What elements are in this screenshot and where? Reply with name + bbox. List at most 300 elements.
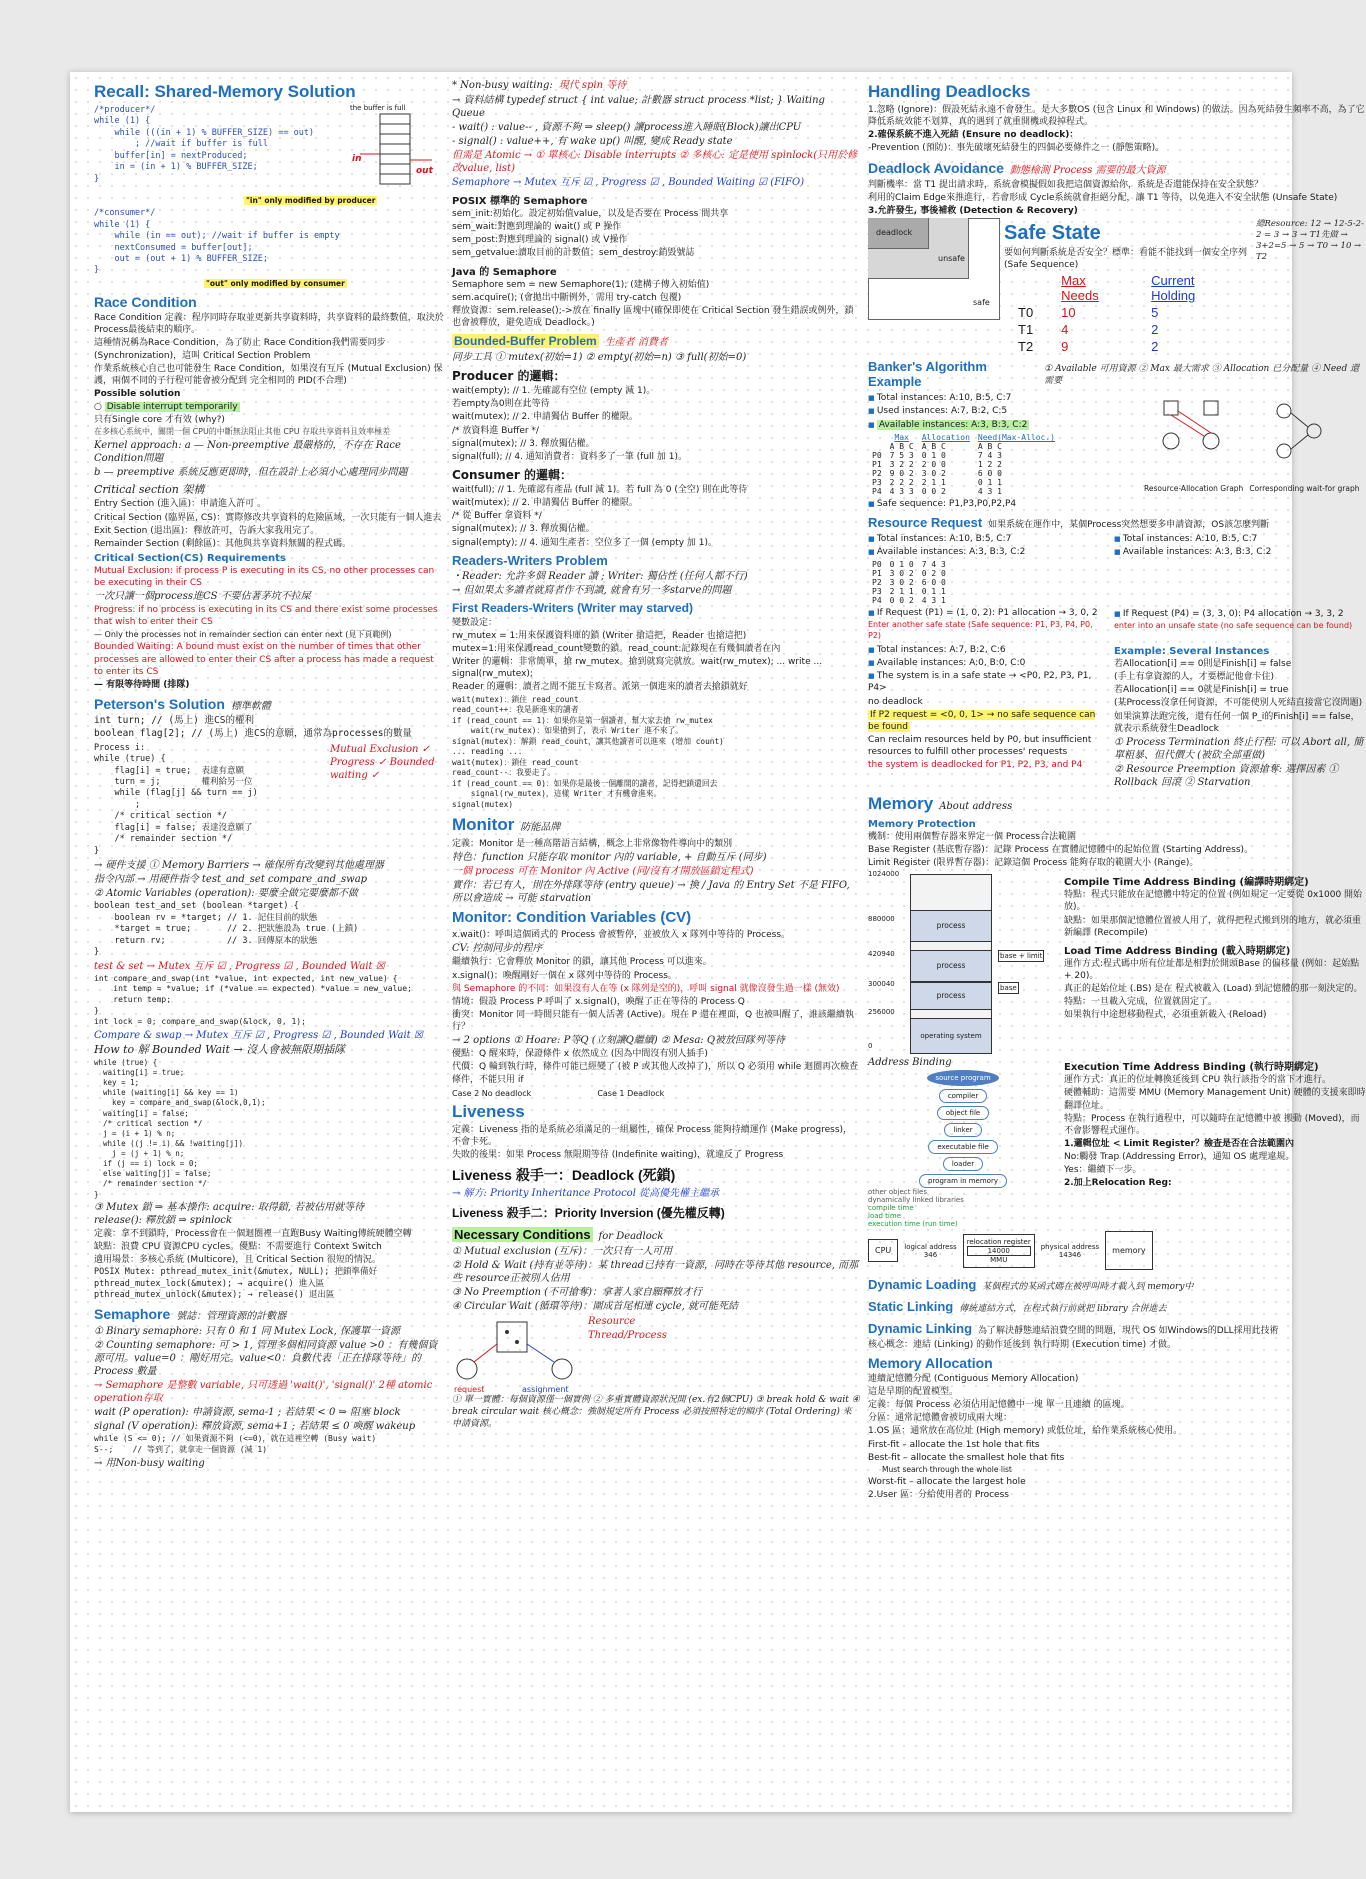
da-header <box>868 156 1366 178</box>
base-reg: Base Register (基底暫存器)：記錄 Process 在實體記憶體中的起始位置 (Starting Address)。 <box>868 844 1254 855</box>
binding-flow <box>868 1055 1058 1228</box>
graph-svg <box>1144 391 1344 481</box>
deadlock-label: deadlock <box>876 227 913 237</box>
monitor-note2: 一個 process 可在 Monitor 內 Active (同/沒有才開放區鎖定程式) <box>452 866 754 878</box>
atomic-note: 但需是 Atomic → ① 單核心: Disable interrupts ② 多核心: 定是使用 spinlock(只用於修改value, list) <box>452 150 858 174</box>
request-label: request <box>454 1385 485 1395</box>
cb-title: Compile Time Address Binding (編譯時期綁定) <box>1064 877 1309 889</box>
rr-table <box>868 560 950 605</box>
mem-addr: 300040 <box>868 980 895 989</box>
dyn-load-title: Dynamic Loading <box>868 1277 977 1293</box>
mem-block: process <box>910 910 992 942</box>
tas-code: boolean test_and_set (boolean *target) { boolean rv = *target; // 1. 記住目前的狀態 *target = true; // 2. 把狀態設為 true (上鎖) return rv; // 3. 回傳原本的狀態 } <box>94 901 359 958</box>
banker-table <box>868 433 1059 496</box>
flow-node: linker <box>944 1123 981 1137</box>
dyn-load-note: 某個程式的某函式碼在被呼叫時才載入到 memory中 <box>982 1282 1194 1293</box>
safe-cur: 5 <box>1151 305 1159 321</box>
posix-line: sem_wait:對應到理論的 wait() 或 P 操作 <box>452 222 622 233</box>
addr-binding: Address Binding <box>868 1057 952 1069</box>
unsafe-label: unsafe <box>938 253 965 263</box>
peterson-vars: int turn; // (馬上) 進CS的權利 boolean flag[2]; // (馬上) 進CS的意願，通常為processes的數量 <box>94 714 412 739</box>
mcv-line: x.signal()：喚醒剛好一個在 x 隊列中等待的 Process。 <box>452 970 677 981</box>
bb-vars: 同步工具 ① mutex(初始=1) ② empty(初始=n) ③ full(初始=0) <box>452 352 747 364</box>
detect: 3.允許發生, 事後補救 (Detection & Recovery) <box>868 205 1078 216</box>
producer-title: Producer 的邏輯： <box>452 369 566 384</box>
posix-title: POSIX 標準的 Semaphore <box>452 196 588 207</box>
rr-res: ■ Total instances: A:10, B:5, C:7 <box>1114 533 1366 545</box>
eb-line: 硬體輔助：這需要 MMU (Memory Management Unit) 硬體的支援來即時翻譯位址。 <box>1064 1088 1366 1111</box>
first-fit: First-fit – allocate the 1st hole that fits <box>868 1439 1040 1450</box>
entry-section: Entry Section (進入區)：申請進入許可 。 <box>94 499 266 510</box>
cas-note: Compare & swap → Mutex 互斥 ☑ , Progress ☑ , Bounded Wait ☒ <box>94 1029 423 1041</box>
abc: A B C <box>977 441 1002 451</box>
dyn-load-header <box>868 1273 1366 1295</box>
process-label: Thread/Process <box>588 1330 667 1342</box>
cell: 0 2 0 <box>921 569 946 579</box>
exit-section: Exit Section (退出區)：釋放許可，告訴大家我用完了。 <box>94 525 320 536</box>
cell: 2 2 2 <box>889 477 914 487</box>
binding-text <box>1064 870 1366 1055</box>
single-core-note: 在多核心系統中，關閉一個 CPU的中斷無法阻止其他 CPU 存取共享資料且效率極差 <box>94 427 391 437</box>
ex-p2: If P2 request = <0, 0, 1> → no safe sequence can be found <box>868 709 1096 732</box>
cell: 2 1 1 <box>921 477 946 487</box>
state-diagram <box>868 218 998 318</box>
logical-value: 346 <box>923 1250 938 1259</box>
logical-label: logical address <box>904 1242 957 1251</box>
peterson-header <box>94 692 444 714</box>
consumer-tag <box>94 278 444 290</box>
column-1 <box>94 78 444 1806</box>
producer-line: /* 放資料進 Buffer */ <box>452 425 539 436</box>
max-needs-header: Max Needs <box>1061 273 1099 304</box>
buffer-svg <box>350 114 440 194</box>
safe-table <box>1004 272 1250 355</box>
static-link-header <box>868 1295 1366 1317</box>
best-fit-note: Must search through the whole list <box>882 1464 1012 1474</box>
ex-line: 若Allocation[i] == 0則是Finish[i] = false <box>1114 658 1292 669</box>
mem-block: operating system <box>910 1018 992 1054</box>
tas-note: test & set → Mutex 互斥 ☑ , Progress ☑ , Bounded Wait ☒ <box>94 960 385 972</box>
flow-node: executable file <box>928 1140 997 1154</box>
request-assignment-diagram <box>452 1314 582 1394</box>
java-line: 釋放資源：sem.release();->放在 finally 區塊中(確保即使在 Critical Section 發生錯誤或例外，鎖也會被釋放，避免造成 Deadlock。) <box>452 305 854 328</box>
ex-p2b: Can reclaim resources held by P0, but insufficient resources to fulfill other processes' requests <box>868 734 1092 758</box>
dyn-link-def: 為了解決靜態連結浪費空間的問題，現代 OS 如Windows的DLL採用此技術 <box>978 1325 1279 1336</box>
req-mutex-note: 一次只讓一個process進CS 不要佔著茅坑不拉屎 <box>94 591 311 603</box>
rr-res: ■ Total instances: A:10, B:5, C:7 <box>868 533 1108 545</box>
cell: P3 <box>872 477 882 487</box>
producer-line: signal(full); // 4. 通知消費者：資料多了一筆 (full 加 1)。 <box>452 451 687 462</box>
mem-block: process <box>910 982 992 1010</box>
physical-label: physical address <box>1040 1242 1100 1251</box>
mutex-def: 定義：拿不到鎖時，Process會在一個迴圈裡一直跑Busy Waiting傳統硬體空轉 <box>94 1228 412 1239</box>
table-row <box>868 596 950 605</box>
producer-list <box>452 385 860 463</box>
ex-safe: ■ The system is in a safe state → <P0, P2, P3, P1, P4> <box>868 670 1108 694</box>
mem-block: process <box>910 950 992 982</box>
cell: 7 4 3 <box>921 560 946 570</box>
wait-code: - wait() : value-- , 資源不夠 ⇒ sleep() 讓process進入睡眠(Block)讓出CPU <box>452 122 802 133</box>
frw-line: Writer 的邏輯：非常簡單，搶 rw_mutex。搶到就寫完就放。wait(rw_mutex); ... write ... signal(rw_mutex); <box>452 657 823 680</box>
mcv-line: 繼續執行：它會釋放 Monitor 的鎖，讓其他 Process 可以進來。 <box>452 957 712 968</box>
cell: P1 <box>872 569 882 579</box>
rr-res: ■ Available instances: A:3, B:3, C:2 <box>1114 546 1366 558</box>
rw-title: Readers-Writers Problem <box>452 552 608 568</box>
mcv-body <box>452 928 860 1086</box>
consumer-line: wait(mutex); // 2. 申請獨佔 Buffer 的權限。 <box>452 498 638 509</box>
ex-line: 若Allocation[i] == 0就是Finish[i] = true <box>1114 685 1289 696</box>
rr-res2b: enter into an unsafe state (no safe sequence can be found) <box>1114 621 1353 631</box>
frw-list <box>452 617 860 694</box>
cell: 2 1 1 <box>889 587 914 597</box>
disable-interrupt-row: ○ Disable interrupt temporarily <box>94 402 238 413</box>
lb-line: 特點：一旦載入完成，位置就固定了。 <box>1064 997 1218 1008</box>
peterson-code: Process i: while (true) { flag[i] = true; 表達有意願 turn = j; 權利給另一位 while (flag[j] && turn == j) ; /* critical section */ flag[i] = false; 表達沒意願了 /* remainder section */ } <box>94 742 258 856</box>
sema-cmp: Semaphore → Mutex 互斥 ☑ , Progress ☑ , Bounded Waiting ☑ (FIFO) <box>452 177 805 188</box>
monitor-def: 定義：Monitor 是一種高階語言結構，概念上非常像物件導向中的類別 <box>452 839 733 850</box>
safe-seq: ■ Safe sequence: P1,P3,P0,P2,P4 <box>868 498 1138 510</box>
disable-interrupt: Disable interrupt temporarily <box>106 402 238 413</box>
cs-structure: Critical section 架構 <box>94 483 205 497</box>
reloc-register <box>963 1234 1035 1268</box>
rr-body <box>868 532 1366 643</box>
wait-op: wait (P operation): 申請資源, sema-1 ; 若結果 < 0 ⇒ 阻塞 block <box>94 1407 401 1419</box>
nc-line: ① Mutual exclusion (互斥)：一次只有一人可用 <box>452 1246 673 1258</box>
cb-line: 缺點：如果那個記憶體位置被人用了，就得把程式搬到別的地方，就必須重新編譯 (Recompile) <box>1064 915 1362 938</box>
ma-cls: 分區：通常記憶體會被切成兩大塊： <box>868 1413 1013 1424</box>
notes-sheet <box>70 72 1366 1812</box>
dyn-link-core: 核心概念：連結 (Linking) 的動作延後到 執行時期 (Execution time) 才做。 <box>868 1339 1177 1350</box>
lb-line: 如果執行中途想移動程式，必須重新載入 (Reload) <box>1064 1010 1267 1021</box>
table-row <box>868 469 1059 478</box>
cell: 0 1 0 <box>921 450 946 460</box>
cell: P2 <box>872 578 882 588</box>
consumer-title: Consumer 的邏輯： <box>452 467 573 482</box>
memory-box: memory <box>1105 1231 1152 1270</box>
cell: 6 0 0 <box>921 578 946 588</box>
hd-title: Handling Deadlocks <box>868 82 1031 101</box>
dyn-link-header <box>868 1317 1366 1338</box>
physical-addr <box>1041 1243 1099 1259</box>
cell: 2 0 0 <box>921 459 946 469</box>
counting-sema: ② Counting semaphore: 可 > 1, 管理多個相同資源 value >0 ：有幾個資源可用。value=0 ：剛好用完。value<0：負數代表「正在排隊等待」的 Process 數量 <box>94 1340 438 1378</box>
cell: 1 2 2 <box>977 459 1002 469</box>
cell: 4 3 1 <box>921 596 946 606</box>
worst-fit: Worst-fit – allocate the largest hole <box>868 1477 1026 1488</box>
flow-side: other object files <box>868 1188 927 1197</box>
flow-time: load time <box>868 1212 902 1221</box>
hd-1: 1.忽略 (Ignore)：假設死結永遠不會發生。是大多數OS (包含 Linux 和 Windows) 的做法。因為死結發生頻率不高，為了它降低系統效能不划算，真的遇到了就重開機或殺掉程式。 <box>868 105 1365 128</box>
hd-2a: -Prevention (預防)：事先破壞死結發生的四個必要條件之一 (靜態策略)。 <box>868 143 1165 154</box>
mem-addr: 1024000 <box>868 870 900 879</box>
table-row <box>1004 321 1250 338</box>
static-link-note: 傳統連結方式，在程式執行前就把 library 合併進去 <box>959 1303 1167 1314</box>
cas-code: int compare_and_swap(int *value, int expected, int new_value) { int temp = *value; if (*value == expected) *value = new_value; return temp; } int lock = 0; compare_and_swap(&lock, 0, 1); <box>94 973 412 1026</box>
ex-res: ■ Available instances: A:0, B:0, C:0 <box>868 657 1108 669</box>
flow-node: program in memory <box>919 1174 1007 1188</box>
rr-res: ■ Available instances: A:3, B:3, C:2 <box>868 546 1108 558</box>
table-row <box>1004 304 1250 321</box>
monitor-note3: 實作：若已有人，則在外排隊等待 (entry queue) → 換 / Java 的 Entry Set 不是 FIFO, 所以會造成 → 可能 starvation <box>452 880 850 905</box>
frw-line: rw_mutex = 1:用來保護資料庫的鎖 (Writer 搶這把，Reader 也搶這把) <box>452 630 747 641</box>
abc: A B C <box>889 441 914 451</box>
binary-sema: ① Binary semaphore: 只有 0 和 1 同 Mutex Lock, 保護單一資源 <box>94 1326 401 1338</box>
da-line: 利用的Claim Edge來推進行，若會形成 Cycle系統就會拒絕分配，讓 T1 等待，以免進入不安全狀態 (Unsafe State) <box>868 192 1338 203</box>
monitor-note1: 特色：function 只能存取 monitor 內的 variable, + 自動互斥 (同步) <box>452 852 767 864</box>
col-header: Allocation <box>921 432 970 442</box>
exec-text <box>1064 1055 1366 1228</box>
producer-code: /*producer*/ while (1) { while (((in + 1) % BUFFER_SIZE) == out) ; //wait if buffer is full buffer[in] = nextProduced; in = (in + 1) % BUFFER_SIZE; } <box>94 105 315 184</box>
cell: 0 0 2 <box>921 486 946 496</box>
ex-title: Example: Several Instances <box>1114 645 1270 657</box>
nonbusy-spin: 現代 spin 等待 <box>558 80 627 91</box>
safe-state-title: Safe State <box>1004 221 1101 244</box>
posix-mutex: POSIX Mutex: pthread_mutex_init(&mutex, NULL); 把鎖準備好 pthread_mutex_lock(&mutex); → acquire() 進入區 pthread_mutex_unlock(&mutex); → release() 退出區 <box>94 1267 378 1300</box>
signal-op: signal (V operation): 釋放資源, sema+1 ; 若結果 ≤ 0 喚醒 wakeup <box>94 1421 416 1433</box>
java-title: Java 的 Semaphore <box>452 266 557 278</box>
deadlock-cases <box>452 1089 860 1098</box>
rr-def: 如果系統在運作中，某個Process突然想要多申請資源，OS該怎麼判斷 <box>988 519 1270 530</box>
banker-left <box>868 391 1138 511</box>
hd-2: 2.確保系統不進入死結 (Ensure no deadlock)： <box>868 130 1079 141</box>
flow-time: compile time <box>868 1204 914 1213</box>
req-progress: Progress: if no process is executing in its CS and there exist some processes that wish to enter their CS <box>94 605 438 628</box>
flow-side: dynamically linked libraries <box>868 1196 964 1205</box>
da-note: 動態檢測 Process 需要的最大資源 <box>1009 164 1166 176</box>
banker-header <box>868 355 1366 391</box>
ex-body <box>868 643 1366 790</box>
bb-header <box>452 330 860 350</box>
cell: 9 0 2 <box>889 468 914 478</box>
recovery: 如果演算法跑完後，還有任何一個 P_i的Finish[i] == false，就表示系統發生Deadlock <box>1114 711 1360 734</box>
mutex-lock: ③ Mutex 鎖 ⇒ 基本操作: acquire: 取得鎖, 若被佔用就等待 release(): 釋放鎖 ⇒ spinlock <box>94 1201 365 1226</box>
consumer-code: /*consumer*/ while (1) { while (in == out); //wait if buffer is empty nextConsumed = buffer[out]; out = (out + 1) % BUFFER_SIZE; } <box>94 208 340 276</box>
consumer-line: signal(empty); // 4. 通知生產者：空位多了一個 (empty 加 1)。 <box>452 537 717 548</box>
lk2: Liveness 殺手二：Priority Inversion (優先權反轉) <box>452 1206 725 1221</box>
preempt: ② Resource Preemption 資源搶奪: 選擇因素 ① Rollback 回滾 ② Starvation <box>1114 763 1339 788</box>
mcv-line: CV: 控制同步的程序 <box>452 943 543 955</box>
safe-state-text <box>1004 218 1250 355</box>
banker-body <box>868 391 1366 511</box>
wfg-label: Corresponding wait-for graph <box>1249 484 1360 494</box>
reader-code: wait(mutex)：鎖住 read_count read_count++：我是新進來的讀者 if (read_count == 1)：如果你是第一個讀者，幫大家去搶 rw_mutex wait(rw_mutex)：如果搶到了，表示 Writer 進不來了。 signal(mutex)：解鎖 read_count，讓其他讀者可以進來 (增加 count) ... reading ... wait(mutex)：鎖住 read_count read_count--：我要走了。 if (read_count == 0)：如果你是最後一個離開的讀者，記得把鎖還回去 signal(rw_mutex)，這樣 Writer 才有機會進來。 signal(mutex) <box>452 694 724 809</box>
rw-note2: → 但如果太多讀者就寫者作不到讀, 就會有另一多starve的問題 <box>452 584 732 596</box>
lb-line: 真正的起始位址 (.BS) 是在 程式被載入 (Load) 到記憶體的那一刻決定的。 <box>1064 984 1363 995</box>
race-title: Race Condition <box>94 294 197 311</box>
nc-line: ② Hold & Wait (持有並等待)：某 thread已持有一資源，同時在等待其他 resource, 而那些 resource正被別人佔用 <box>452 1260 859 1285</box>
mcv-line: 優點：Q 醒來時，保證條件 x 依然成立 (因為中間沒有別人插手) <box>452 1049 708 1060</box>
consumer-line: signal(mutex); // 3. 釋放獨佔權。 <box>452 524 595 535</box>
posix-line: sem_getvalue:讀取目前的計數值；sem_destroy:銷毀號誌 <box>452 248 695 259</box>
recall-title: Recall: Shared-Memory Solution <box>94 82 356 101</box>
flow-node: source program <box>927 1070 998 1086</box>
reloc-yes: Yes：繼續下一步。 <box>1064 1165 1142 1176</box>
flow-node: object file <box>937 1106 989 1120</box>
producer-line: wait(empty); // 1. 先確認有空位 (empty 減 1)。 <box>452 386 656 397</box>
bb-title: Bounded-Buffer Problem <box>454 334 597 349</box>
mmu-label: MMU <box>990 1255 1008 1264</box>
ma-def2: 定義：每個 Process 必須佔用記憶體中一塊 單一且連續 的區塊。 <box>868 1400 1130 1411</box>
lb-title: Load Time Address Binding (載入時期綁定) <box>1064 945 1291 957</box>
table-row <box>868 560 950 569</box>
nonbusy-title: * Non-busy waiting: <box>452 80 553 91</box>
monitor-header <box>452 811 860 837</box>
cell: P0 <box>872 450 882 460</box>
producer-block <box>94 104 444 194</box>
flow-node: loader <box>943 1157 983 1171</box>
memory-diagram <box>868 870 1058 1055</box>
rr-res1: ■ If Request (P1) = (1, 0, 2): P1 allocation → 3, 0, 2 <box>868 607 1108 619</box>
single-core: 只有Single core 才有效 (why?) <box>94 415 225 426</box>
safe-q: 要如何判斷系統是否安全？標準：看能不能找到一個安全序列 (Safe Sequence) <box>1004 247 1248 271</box>
banker-note: ① Available 可用資源 ② Max 最大需求 ③ Allocation 已分配量 ④ Need 還需要 <box>1044 364 1360 386</box>
ex-line: (某Process沒拿任何資源，不可能使別人死結直接當它沒問題) <box>1114 698 1363 709</box>
eb-line: 運作方式：真正的位址轉換延後到 CPU 執行該指令的當下才進行。 <box>1064 1075 1332 1086</box>
cell: 3 0 2 <box>889 578 914 588</box>
critical-section: Critical Section (臨界區, CS)：實際修改共享資料的危險區域，一次只能有一個人進去 <box>94 512 442 523</box>
consumer-line: /* 從 Buffer 拿資料 */ <box>452 511 542 522</box>
remainder-section: Remainder Section (剩餘區)：其他與共享資料無關的程式碼。 <box>94 538 352 549</box>
liveness-def: 定義：Liveness 指的是系統必須滿足的一組屬性，確保 Process 能夠持續運作 (Make progress)，不會卡死。 <box>452 1124 853 1147</box>
mcv-list <box>452 928 860 1086</box>
mcv-line: 衝突：Monitor 同一時間只能有一個人活著 (Active)。現在 P 還在裡面，Q 也被叫醒了，誰該繼續執行？ <box>452 1010 854 1033</box>
rr-res2: ■ If Request (P4) = (3, 3, 0): P4 allocation → 3, 3, 2 <box>1114 608 1366 620</box>
cb-line: 特點：程式只能放在記憶體中特定的位置 (例如規定一定要從 0x1000 開始放)。 <box>1064 890 1363 913</box>
reloc2: 2.加上Relocation Reg: <box>1064 1178 1172 1189</box>
term: ① Process Termination 終止行程: 可以 Abort all, 簡單粗暴、但代價大 (被砍全部重做) <box>1114 736 1364 761</box>
table-row <box>1004 338 1250 355</box>
cell: 0 1 1 <box>921 587 946 597</box>
safe-side: 總Resource: 12 → 12-5-2-2 = 3 → 3 → T1先做 → 3+2=5 → 5 → T0 → 10 → T2 <box>1256 218 1364 263</box>
rw-note: ・Reader: 允許多個 Reader 讀 ; Writer: 獨佔性 (任何人都不行) <box>452 570 748 582</box>
reloc-reg-value: 14000 <box>967 1246 1031 1256</box>
table-row <box>868 487 1059 496</box>
cell: 3 0 2 <box>921 468 946 478</box>
cell: 0 1 0 <box>889 560 914 570</box>
dyn-link-title: Dynamic Linking <box>868 1320 973 1336</box>
table-row <box>868 578 950 587</box>
physical-value: 14346 <box>1058 1250 1082 1259</box>
banker-res: Available instances: A:3, B:3, C:2 <box>878 419 1028 430</box>
banker-res: ■ Used instances: A:7, B:2, C:5 <box>868 405 1138 417</box>
rag-notes <box>588 1314 860 1394</box>
eb-line: 特點：Process 在執行過程中，可以隨時在記憶體中被 搬動 (Moved)，而不會影響程式運作。 <box>1064 1113 1360 1136</box>
banker-res: ■ Total instances: A:10, B:5, C:7 <box>868 392 1138 404</box>
flow-node: compiler <box>939 1089 987 1103</box>
assignment-label: assignment <box>522 1385 569 1395</box>
base-label: base <box>1000 984 1017 993</box>
mutex-use: 適用場景：多核心系統 (Multicore)，且 Critical Section 很短的情況。 <box>94 1254 381 1265</box>
nonbusy-header <box>452 78 860 93</box>
abc: A B C <box>921 441 946 451</box>
race-p1: Race Condition 定義：程序同時存取並更新共享資料時，共享資料的最終數值，取決於 Process最後結束的順序。 <box>94 313 444 336</box>
lk1: Liveness 殺手一：Deadlock (死鎖) <box>452 1167 676 1184</box>
eb-title: Execution Time Address Binding (執行時期綁定) <box>1064 1062 1319 1074</box>
col-header: Max <box>894 432 909 442</box>
frw-line: Reader 的邏輯：讀者之間不能互卡寫者。派第一個進來的讀者去搶鎖就好 <box>452 682 748 693</box>
in-label: in <box>352 154 362 164</box>
lk1-note: → 解方: Priority Inheritance Protocol 從高優先權主繼承 <box>452 1188 720 1200</box>
mp-def: 機制：使用兩個暫存器來界定一個 Process合法範圍 <box>868 831 1077 842</box>
hw-support: → 硬件支援 ① Memory Barriers → 確保所有改變到其他處理器 <box>94 860 384 872</box>
bounded-code: while (true) { waiting[i] = true; key = 1; while (waiting[i] && key == 1) key = compare_and_swap(&lock,0,1); waiting[i] = false; /* critical section */ j = (i + 1) % n; while ((j != i) && !waiting[j]) j = (j + 1) % n; if (j == i) lock = 0; else waiting[j] = false; /* remainder section */ } <box>94 1057 266 1199</box>
mcv-line: 與 Semaphore 的不同：如果沒有人在等 (x 隊列是空的)，呼叫 signal 就像沒發生過一樣 (無效) <box>452 983 840 994</box>
req-bounded: Bounded Waiting: A bound must exist on the number of times that other processes are allowed to enter their CS after a process has made a request to enter its CS <box>94 642 434 677</box>
mp-title: Memory Protection <box>868 818 976 830</box>
current-holding-header: Current Holding <box>1151 273 1196 304</box>
rr-header <box>868 511 1366 532</box>
memory-block <box>868 870 1366 1055</box>
cell: P3 <box>872 587 882 597</box>
sema-note: 號誌：管理資源的計數器 <box>176 1311 287 1323</box>
safe-state-block <box>868 218 1366 355</box>
mcv-line: → 2 options ① Hoare: P等Q (立刻讓Q繼續) ② Mesa: Q被放回隊列等待 <box>452 1035 786 1047</box>
mem-addr: 880000 <box>868 915 895 924</box>
mem-header <box>868 790 1366 816</box>
producer-line: signal(mutex); // 3. 釋放獨佔權。 <box>452 438 595 449</box>
atomic-vars: ② Atomic Variables (operation): 要麼全做完要麼都不做 <box>94 888 358 900</box>
mem-addr: 256000 <box>868 1008 895 1017</box>
req-bounded-note: — 有限等待時間 (排隊) <box>94 679 190 690</box>
nc-line: ③ No Preemption (不可搶奪)：拿著人家自願釋放才行 <box>452 1287 702 1299</box>
mem-addr: 0 <box>868 1042 873 1051</box>
safe-max: 9 <box>1061 339 1069 355</box>
mutex-cons: 缺點：浪費 CPU 資源CPU cycles。優點：不需要進行 Context Switch <box>94 1241 382 1252</box>
safe-t: T1 <box>1018 322 1034 338</box>
consumer-tag-text: "out" only modified by consumer <box>206 278 345 288</box>
resource-label: Resource <box>588 1316 636 1328</box>
monitor-title: Monitor <box>452 815 515 835</box>
ma-os: 1.OS 區：通常放在高位址 (High memory) 或低位址，給作業系統核心使用。 <box>868 1426 1183 1437</box>
reloc-no: No:觸發 Trap (Addressing Error)，通知 OS 處理違規。 <box>1064 1152 1295 1163</box>
consumer-list <box>452 484 860 549</box>
ex-line: (手上有拿資源的人，才要標記他會卡住) <box>1114 672 1275 683</box>
graph-labels <box>1144 484 1366 493</box>
mem-title: Memory <box>868 793 934 813</box>
ma-def: 這是早期的配置模型。 <box>868 1387 959 1398</box>
table-row <box>868 478 1059 487</box>
cell: 7 4 3 <box>977 450 1002 460</box>
req-progress-note: — Only the processes not in remainder section can enter next (見下頁範例) <box>94 629 392 639</box>
peterson-title: Peterson's Solution <box>94 695 225 712</box>
java-list <box>452 279 860 330</box>
rr-res1b: Enter another safe state (Safe sequence: P1, P3, P4, P0, P2) <box>868 620 1093 641</box>
mcv-title: Monitor: Condition Variables (CV) <box>452 909 692 927</box>
sema-ops: → Semaphore 是整數 variable, 只可透過 'wait()', 'signal()' 2種 atomic operation存取 <box>94 1380 433 1405</box>
mcv-line: x.wait()：呼叫這個函式的 Process 會被暫停，並被放入 x 隊列中等待的 Process。 <box>452 930 791 941</box>
bb-note: 生產者 消費者 <box>604 337 668 349</box>
preemptive: b — preemptive 系統反應更即時，但在設計上必須小心處理同步問題 <box>94 467 408 479</box>
column-2 <box>452 78 860 1806</box>
cell: 0 0 2 <box>889 596 914 606</box>
nc-fix: ① 單一實體：每個資源僅一個實例 ② 多重實體資源狀況開 (ex.有2個CPU) ③ break hold & wait ④ break circular wait 核心概念：強制規定所有 Process 必須按照特定的順序 (Total Ordering) 來申請資源。 <box>452 1395 860 1429</box>
logical-addr <box>904 1243 956 1259</box>
mem-addr: 420940 <box>868 950 895 959</box>
out-label: out <box>416 166 433 176</box>
hw-order: 指令內部 → 用硬件指令 test_and_set compare_and_swap <box>94 874 368 886</box>
posix-line: sem_post:對應到理論的 signal() 或 V操作 <box>452 235 628 246</box>
flow-time: execution time (run time) <box>868 1220 958 1229</box>
cell: 6 0 0 <box>977 468 1002 478</box>
static-link-title: Static Linking <box>868 1298 954 1314</box>
peterson-note: 標準軟體 <box>230 700 271 712</box>
safe-t: T0 <box>1018 305 1034 321</box>
cell: 3 0 2 <box>889 569 914 579</box>
frw-line: mutex=1:用來保護read_count變數的鎖。read_count:記錄現在有幾個讀者在內 <box>452 643 781 654</box>
posix-line: sem_init:初始化。設定初始值value，以及是否要在 Process 間共享 <box>452 209 729 219</box>
signal-code: - signal() : value++, 有 wake up() 叫醒, 變成 Ready state <box>452 136 733 147</box>
da-title: Deadlock Avoidance <box>868 159 1004 176</box>
